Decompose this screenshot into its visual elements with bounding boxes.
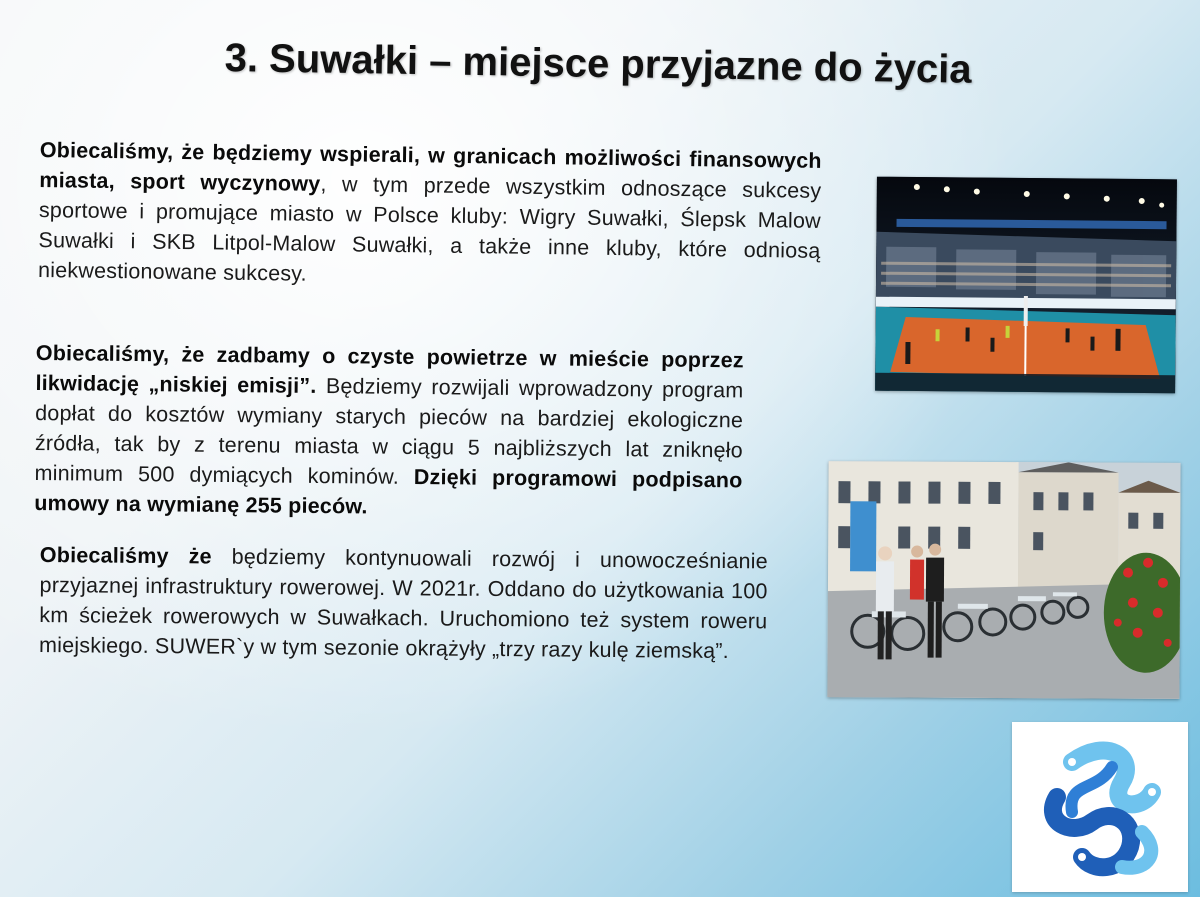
paragraph-sport bbox=[38, 135, 822, 296]
paragraph-bikes-bold: Obiecaliśmy że bbox=[39, 542, 212, 569]
city-bike-station-photo bbox=[827, 461, 1180, 699]
paragraph-air-bold-result: Dzięki programowi podpisano umowy na wymianę 255 pieców. bbox=[34, 464, 743, 519]
paragraph-air-bold: Obiecaliśmy, że zadbamy o czyste powietrze w mieście poprzez likwidację „niskiej emisji”. bbox=[35, 340, 744, 398]
paragraph-sport-text: , w tym przede wszystkim odnoszące sukcesy sportowe i promujące miasto w Polsce kluby: Wigry Suwałki, Ślepsk Malow Suwałki i SKB Litpol-Malow Suwałki, a także inne kluby, które odniosą niekwestionowane sukcesy. bbox=[37, 171, 822, 286]
suwalki-logo-icon bbox=[1012, 722, 1188, 892]
paragraph-bikes-text: będziemy kontynuowali rozwój i unowocześnianie przyjaznej infrastruktury rowerowej. W 2021r. Oddano do użytkowania 100 km ścieżek rowerowych w Suwałkach. Uruchomiono też system roweru miejskiego. SUWER`y w tym sezonie okrążyły „trzy razy kulę ziemską”. bbox=[38, 544, 768, 664]
paragraph-sport-bold: Obiecaliśmy, że będziemy wspierali, w granicach możliwości finansowych miasta, sport wyczynowy bbox=[39, 137, 822, 196]
volleyball-arena-photo bbox=[875, 177, 1177, 394]
slide-title: 3. Suwałki – miejsce przyjazne do życia bbox=[224, 36, 972, 92]
paragraph-air-text: Będziemy rozwijali wprowadzony program dopłat do kosztów wymiany starych pieców na bardziej ekologiczne źródła, tak by z terenu miasta w ciągu 5 najbliższych lat zniknęło minimum 500 dymiących kominów. bbox=[34, 373, 744, 489]
logo-panel bbox=[1012, 722, 1188, 892]
paragraph-bikes bbox=[39, 540, 768, 666]
paragraph-air bbox=[34, 338, 744, 525]
